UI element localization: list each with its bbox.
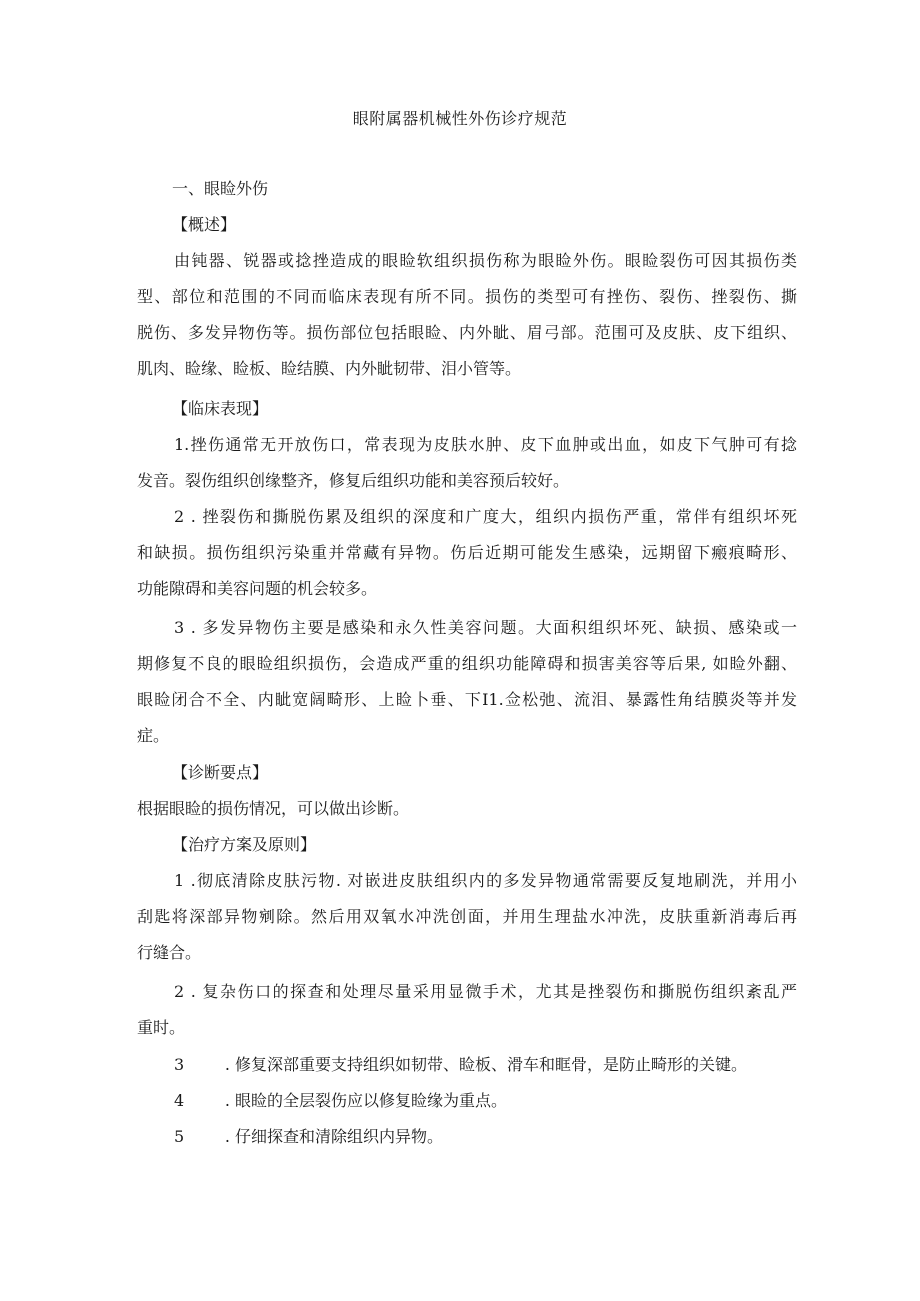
- paragraph-line: 1.挫伤通常无开放伤口，常表现为皮肤水肿、皮下血肿或出血，如皮下气肿可有捻: [174, 435, 797, 454]
- paragraph-line: 眼睑闭合不全、内眦宽阔畸形、上睑卜垂、下I1.佥松弛、流泪、暴露性角结膜炎等并发: [137, 690, 797, 709]
- subsection-heading-clinical: 【临床表现】: [172, 399, 269, 418]
- paragraph-line: 行缝合。: [137, 943, 202, 962]
- paragraph-line: 1 .彻底清除皮肤污物. 对嵌进皮肤组织内的多发异物通常需要反复地刷洗，并用小: [174, 871, 797, 890]
- section-heading: 一、眼睑外伤: [172, 179, 269, 198]
- paragraph-line: 2 . 挫裂伤和撕脱伤累及组织的深度和广度大，组织内损伤严重，常伴有组织坏死: [174, 507, 797, 526]
- paragraph-line: 3 . 多发异物伤主要是感染和永久性美容问题。大面积组织坏死、缺损、感染或一: [174, 618, 797, 637]
- paragraph-line: 肌肉、睑缘、睑板、睑结膜、内外眦韧带、泪小管等。: [137, 359, 522, 378]
- paragraph-line: 4 . 眼睑的全层裂伤应以修复睑缘为重点。: [174, 1091, 508, 1110]
- paragraph-line: 3 . 修复深部重要支持组织如韧带、睑板、滑车和眶骨，是防止畸形的关键。: [174, 1055, 748, 1074]
- paragraph-line: 发音。裂伤组织创缘整齐，修复后组织功能和美容预后较好。: [137, 471, 570, 490]
- paragraph-line: 由钝器、锐器或捻挫造成的眼睑软组织损伤称为眼睑外伤。眼睑裂伤可因其损伤类: [174, 251, 797, 270]
- subsection-heading-diagnosis: 【诊断要点】: [172, 763, 269, 782]
- paragraph-line: 型、部位和范围的不同而临床表现有所不同。损伤的类型可有挫伤、裂伤、挫裂伤、撕: [137, 287, 797, 306]
- paragraph-line: 期修复不良的眼睑组织损伤，会造成严重的组织功能障碍和损害美容等后果, 如睑外翻、: [137, 654, 797, 673]
- document-title: 眼附属器机械性外伤诊疗规范: [352, 109, 568, 128]
- subsection-heading-treatment: 【治疗方案及原则】: [172, 835, 317, 854]
- paragraph-line: 2 . 复杂伤口的探查和处理尽量采用显微手术，尤其是挫裂伤和撕脱伤组织紊乱严: [174, 982, 797, 1001]
- paragraph-line: 脱伤、多发异物伤等。损伤部位包括眼睑、内外眦、眉弓部。范围可及皮肤、皮下组织、: [137, 323, 797, 342]
- paragraph-line: 功能隙碍和美容问题的机会较多。: [137, 579, 378, 598]
- subsection-heading-overview: 【概述】: [172, 215, 237, 234]
- paragraph-line: 症。: [137, 726, 170, 745]
- paragraph-line: 根据眼睑的损伤情况，可以做出诊断。: [137, 799, 410, 818]
- paragraph-line: 5 . 仔细探查和清除组织内异物。: [174, 1127, 444, 1146]
- paragraph-line: 重时。: [137, 1018, 186, 1037]
- paragraph-line: 和缺损。损伤组织污染重并常藏有异物。伤后近期可能发生感染，远期留下瘢痕畸形、: [137, 543, 797, 562]
- paragraph-line: 刮匙将深部异物剜除。然后用双氧水冲洗创面，并用生理盐水冲洗，皮肤重新消毒后再: [137, 907, 797, 926]
